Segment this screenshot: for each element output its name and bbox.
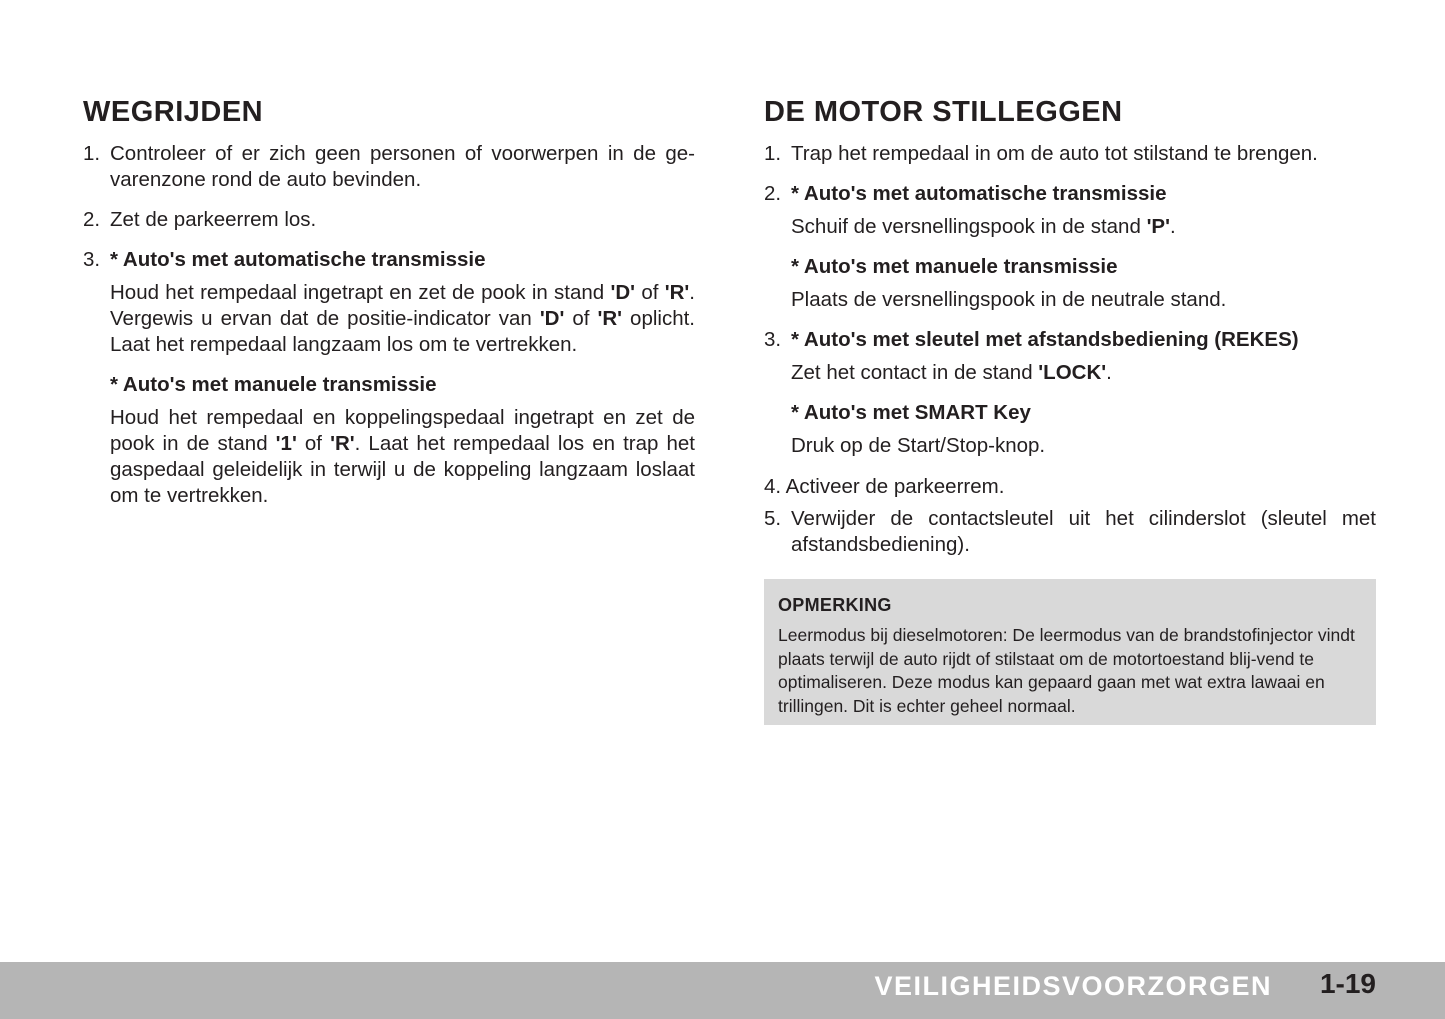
- note-title: OPMERKING: [778, 595, 892, 615]
- footer-section-title: VEILIGHEIDSVOORZORGEN: [874, 971, 1272, 1001]
- manual-transmission-heading: * Auto's met manuele transmissie: [791, 255, 1118, 278]
- manual-transmission-paragraph: Houd het rempedaal en koppelingspedaal ingetrapt en zet de pook in de stand '1' of 'R'. Laat het rempedaal los en trap het gaspedaal geleidelijk in terwijl u de koppeling langzaam loslaat om te vertrekken.: [110, 406, 695, 507]
- list-item-3-heading: 3. * Auto's met sleutel met afstandsbediening (REKES): [764, 328, 1299, 351]
- list-item-3-heading: 3. * Auto's met automatische transmissie: [83, 248, 486, 271]
- smart-key-heading: * Auto's met SMART Key: [791, 401, 1031, 424]
- note-box: [764, 579, 1376, 725]
- section-title-motor-stilleggen: DE MOTOR STILLEGGEN: [764, 96, 1123, 128]
- automatic-transmission-instruction: Schuif de versnellingspook in de stand 'P'.: [791, 215, 1176, 238]
- list-item-1: 1. Trap het rempedaal in om de auto tot stilstand te brengen.: [764, 142, 1318, 165]
- list-item-1: 1. Controleer of er zich geen personen of voorwerpen in de ge-varenzone rond de auto bevinden.: [83, 142, 695, 191]
- section-title-wegrijden: WEGRIJDEN: [83, 96, 264, 128]
- list-item-4: 4. Activeer de parkeerrem.: [764, 475, 1005, 498]
- page-number: 1-19: [1319, 968, 1376, 999]
- note-body: Leermodus bij dieselmotoren: De leermodus van de brandstofinjector vindt plaats terwijl de auto rijdt of stilstaat om de motortoestand blij-vend te optimaliseren. Deze modus kan gepaard gaan met wat extra lawaai en trillingen. Dit is echter geheel normaal.: [778, 625, 1355, 716]
- footer-bar: [0, 962, 1445, 1019]
- remote-key-instruction: Zet het contact in de stand 'LOCK'.: [791, 361, 1112, 384]
- smart-key-instruction: Druk op de Start/Stop-knop.: [791, 434, 1046, 457]
- list-item-2: 2. Zet de parkeerrem los.: [83, 208, 317, 231]
- automatic-transmission-paragraph: Houd het rempedaal ingetrapt en zet de pook in stand 'D' of 'R'. Vergewis u ervan dat de positie-indicator van 'D' of 'R' oplicht. Laat het rempedaal langzaam los om te vertrekken.: [110, 281, 696, 356]
- list-item-2-heading: 2. * Auto's met automatische transmissie: [764, 182, 1167, 205]
- manual-transmission-instruction: Plaats de versnellingspook in de neutrale stand.: [791, 288, 1227, 311]
- manual-transmission-heading: * Auto's met manuele transmissie: [110, 373, 437, 396]
- list-item-5: 5. Verwijder de contactsleutel uit het cilinderslot (sleutel met afstandsbediening).: [764, 507, 1376, 556]
